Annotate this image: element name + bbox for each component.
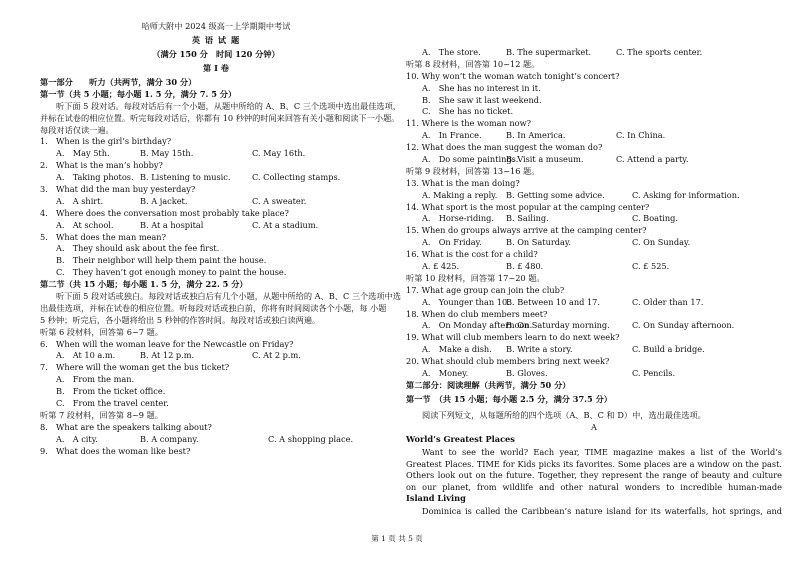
material-7: 听第 7 段材料，回答第 8~9 题。 bbox=[40, 409, 163, 420]
option-b[interactable]: B. Sailing. bbox=[506, 213, 549, 224]
exam-school-title: 哈师大附中 2024 级高一上学期期中考试 bbox=[141, 21, 291, 31]
option-a[interactable]: A. A city. bbox=[56, 433, 98, 444]
option-c[interactable]: C. From the travel center. bbox=[56, 398, 169, 409]
page-footer: 第 1 页 共 5 页 bbox=[371, 534, 423, 543]
passage-heading: World’s Greatest Places bbox=[406, 433, 515, 444]
score-time: （满分 150 分 时间 120 分钟） bbox=[152, 49, 280, 59]
question-17: 17. What age group can join the club? bbox=[406, 284, 565, 295]
question-20: 20. What should club members bring next week? bbox=[406, 356, 610, 367]
question-1: 1. When is the girl’s birthday? bbox=[40, 136, 172, 147]
option-b[interactable]: B. At a hospital bbox=[140, 219, 204, 230]
question-2: 2. What is the man’s hobby? bbox=[40, 160, 163, 171]
option-c[interactable]: C. A sweater. bbox=[252, 195, 307, 206]
question-4: 4. Where does the conversation most probably take place? bbox=[40, 207, 289, 218]
option-c[interactable]: C. Asking for information. bbox=[632, 189, 740, 200]
option-a[interactable]: A. At 10 a.m. bbox=[56, 350, 116, 361]
material-10: 听第 10 段材料，回答第 17~20 题。 bbox=[406, 272, 545, 283]
volume-label: 第 I 卷 bbox=[203, 63, 229, 73]
sec1-intro-line: 每段对话仅读一遍。 bbox=[40, 124, 114, 135]
question-3: 3. What did the man buy yesterday? bbox=[40, 184, 196, 195]
question-11: 11. Where is the woman now? bbox=[406, 118, 532, 129]
exam-subject-title: 英 语 试 题 bbox=[191, 35, 241, 45]
option-b[interactable]: B. The supermarket. bbox=[506, 47, 592, 57]
question-7: 7. Where will the woman get the bus ticket? bbox=[40, 362, 230, 373]
material-8: 听第 8 段材料，回答第 10~12 题。 bbox=[406, 58, 540, 69]
option-a[interactable]: A. May 5th. bbox=[56, 148, 110, 159]
sec2-intro-line: 出最佳选项，并标在试卷的相应位置。听每段对话或独白前，你将有时间阅读各个小题，每 小题 bbox=[40, 302, 387, 313]
option-c[interactable]: C. Older than 17. bbox=[632, 296, 704, 307]
option-b[interactable]: B. Write a story. bbox=[506, 344, 573, 355]
option-c[interactable]: C. In China. bbox=[616, 130, 666, 141]
part2-title: 第二部分：阅读理解（共两节，满分 50 分） bbox=[406, 379, 571, 390]
question-12: 12. What does the man suggest the woman do? bbox=[406, 142, 603, 153]
option-a[interactable]: A. On Monday afternoon. bbox=[422, 320, 533, 331]
option-b[interactable]: B. £ 480. bbox=[506, 261, 544, 272]
part2-intro: 阅读下列短文，从每题所给的四个选项（A、B、C 和 D）中，选出最佳选项。 bbox=[422, 409, 706, 420]
option-c[interactable]: C. They haven’t got enough money to paint the house. bbox=[56, 267, 287, 278]
option-c[interactable]: C. On Sunday. bbox=[632, 237, 691, 248]
option-c[interactable]: C. Boating. bbox=[632, 213, 679, 224]
option-a[interactable]: A. Make a dish. bbox=[422, 344, 492, 355]
option-b[interactable]: B. Gloves. bbox=[506, 368, 548, 379]
option-b[interactable]: B. A jacket. bbox=[140, 195, 188, 206]
sec2-intro-line: 5 秒钟；听完后，各小题将给出 5 秒钟的作答时间。每段对话或独白读两遍。 bbox=[40, 314, 321, 325]
option-b[interactable]: B. Their neighbor will help them paint the house. bbox=[56, 255, 267, 266]
left-column bbox=[40, 21, 401, 459]
option-c[interactable]: C. She has no ticket. bbox=[422, 106, 514, 117]
option-a[interactable]: A. The store. bbox=[422, 47, 481, 57]
option-c[interactable]: C. Attend a party. bbox=[616, 154, 689, 165]
option-c[interactable]: C. A shopping place. bbox=[268, 433, 354, 444]
question-18: 18. When do club members meet? bbox=[406, 308, 548, 319]
option-b[interactable]: B. Listening to music. bbox=[140, 172, 231, 183]
question-10: 10. Why won’t the woman watch tonight’s concert? bbox=[406, 70, 620, 81]
option-a[interactable]: A. A shirt. bbox=[56, 195, 104, 206]
passage-paragraph: Dominica is called the Caribbean’s nature island for its waterfalls, hot springs, and bbox=[422, 506, 782, 517]
question-6: 6. When will the woman leave for the Newcastle on Friday? bbox=[40, 338, 294, 349]
option-b[interactable]: B. A company. bbox=[140, 433, 199, 444]
part1-sec2-title: 第二节（共 15 小题；每小题 1. 5 分，满分 22. 5 分） bbox=[40, 279, 248, 290]
option-a[interactable]: A. Younger than 10. bbox=[422, 296, 510, 307]
option-c[interactable]: C. At a stadium. bbox=[252, 219, 319, 230]
sec1-intro-line: 并标在试卷的相应位置。听完每段对话后，你都有 10 秒钟的时间来回答有关小题和阅读下一小题。 bbox=[40, 112, 400, 123]
option-c[interactable]: C. At 2 p.m. bbox=[252, 350, 301, 361]
question-5: 5. What does the man mean? bbox=[40, 231, 166, 242]
option-b[interactable]: B. Visit a museum. bbox=[506, 154, 584, 165]
question-15: 15. When do groups always arrive at the camping center? bbox=[406, 225, 647, 236]
question-9: 9. What does the woman like best? bbox=[40, 445, 191, 456]
sec1-intro-line: 听下面 5 段对话。每段对话后有一个小题，从题中所给的 A、B、C 三个选项中选出最佳选项， bbox=[56, 100, 401, 111]
option-a[interactable]: A. Horse-riding. bbox=[422, 213, 495, 224]
option-a[interactable]: A. On Friday. bbox=[422, 237, 482, 248]
passage-heading: Island Living bbox=[406, 493, 466, 504]
option-c[interactable]: C. Pencils. bbox=[632, 368, 676, 379]
option-c[interactable]: C. The sports center. bbox=[616, 47, 703, 57]
option-b[interactable]: B. In America. bbox=[506, 130, 566, 141]
material-9: 听第 9 段材料，回答第 13~16 题。 bbox=[406, 165, 540, 176]
option-b[interactable]: B. Getting some advice. bbox=[506, 189, 605, 200]
passage-label: A bbox=[591, 421, 597, 432]
option-a[interactable]: A. They should ask about the fee first. bbox=[56, 243, 220, 254]
option-b[interactable]: B. She saw it last weekend. bbox=[422, 94, 542, 105]
option-a[interactable]: A. From the man. bbox=[56, 374, 135, 385]
option-a[interactable]: A. £ 425. bbox=[422, 261, 460, 272]
option-a[interactable]: A. Do some paintings. bbox=[422, 154, 519, 165]
option-c[interactable]: C. £ 525. bbox=[632, 261, 670, 272]
question-14: 14. What sport is the most popular at the camping center? bbox=[406, 201, 650, 212]
option-a[interactable]: A. Taking photos. bbox=[56, 172, 134, 183]
option-b[interactable]: B. At 12 p.m. bbox=[140, 350, 195, 361]
option-a[interactable]: A. She has no interest in it. bbox=[422, 82, 541, 93]
passage-paragraph: Want to see the world? Each year, TIME magazine makes a list of the World’s Greatest Places. TIME for Kids picks its favorites. Some places are a window on the past. Others look out on the future. Together, they represent the range of beauty and culture on our planet, from wildlife and other natural wonders to incredible human-made bbox=[406, 446, 782, 493]
option-a[interactable]: A. In France. bbox=[422, 130, 482, 141]
option-a[interactable]: A. At school. bbox=[56, 219, 114, 230]
option-b[interactable]: B. May 15th. bbox=[140, 148, 194, 159]
options-row bbox=[406, 298, 782, 310]
option-b[interactable]: B. On Saturday. bbox=[506, 237, 572, 248]
question-13: 13. What is the man doing? bbox=[406, 177, 520, 188]
option-c[interactable]: C. May 16th. bbox=[252, 148, 306, 159]
question-19: 19. What will club members learn to do next week? bbox=[406, 332, 620, 343]
option-a[interactable]: A. Making a reply. bbox=[422, 189, 498, 200]
option-b[interactable]: B. From the ticket office. bbox=[56, 386, 166, 397]
option-b[interactable]: B. Between 10 and 17. bbox=[506, 296, 600, 307]
option-a[interactable]: A. Money. bbox=[422, 368, 469, 379]
part1-title: 第一部分 听力（共两节，满分 30 分） bbox=[40, 77, 197, 87]
options-row bbox=[40, 221, 392, 233]
question-8: 8. What are the speakers talking about? bbox=[40, 421, 212, 432]
options-row bbox=[40, 197, 392, 209]
part1-sec1-title: 第一节（共 5 小题；每小题 1. 5 分，满分 7. 5 分） bbox=[40, 88, 237, 99]
material-6: 听第 6 段材料，回答第 6~7 题。 bbox=[40, 326, 163, 337]
sec2-intro-line: 听下面 5 段对话或独白。每段对话或独白后有几个小题，从题中所给的 A、B、C 三个选项中选 bbox=[56, 291, 401, 302]
right-column bbox=[406, 48, 782, 518]
options-row bbox=[406, 191, 782, 203]
option-c[interactable]: C. Build a bridge. bbox=[632, 344, 705, 355]
option-c[interactable]: C. On Sunday afternoon. bbox=[632, 320, 735, 331]
question-16: 16. What is the cost for a child? bbox=[406, 249, 538, 260]
option-b[interactable]: B. On Saturday morning. bbox=[506, 320, 610, 331]
part2-sec1-title: 第一节 （共 15 小题；每小题 2.5 分，满分 37.5 分） bbox=[406, 393, 612, 404]
option-c[interactable]: C. Collecting stamps. bbox=[252, 172, 341, 183]
options-row bbox=[40, 435, 392, 447]
